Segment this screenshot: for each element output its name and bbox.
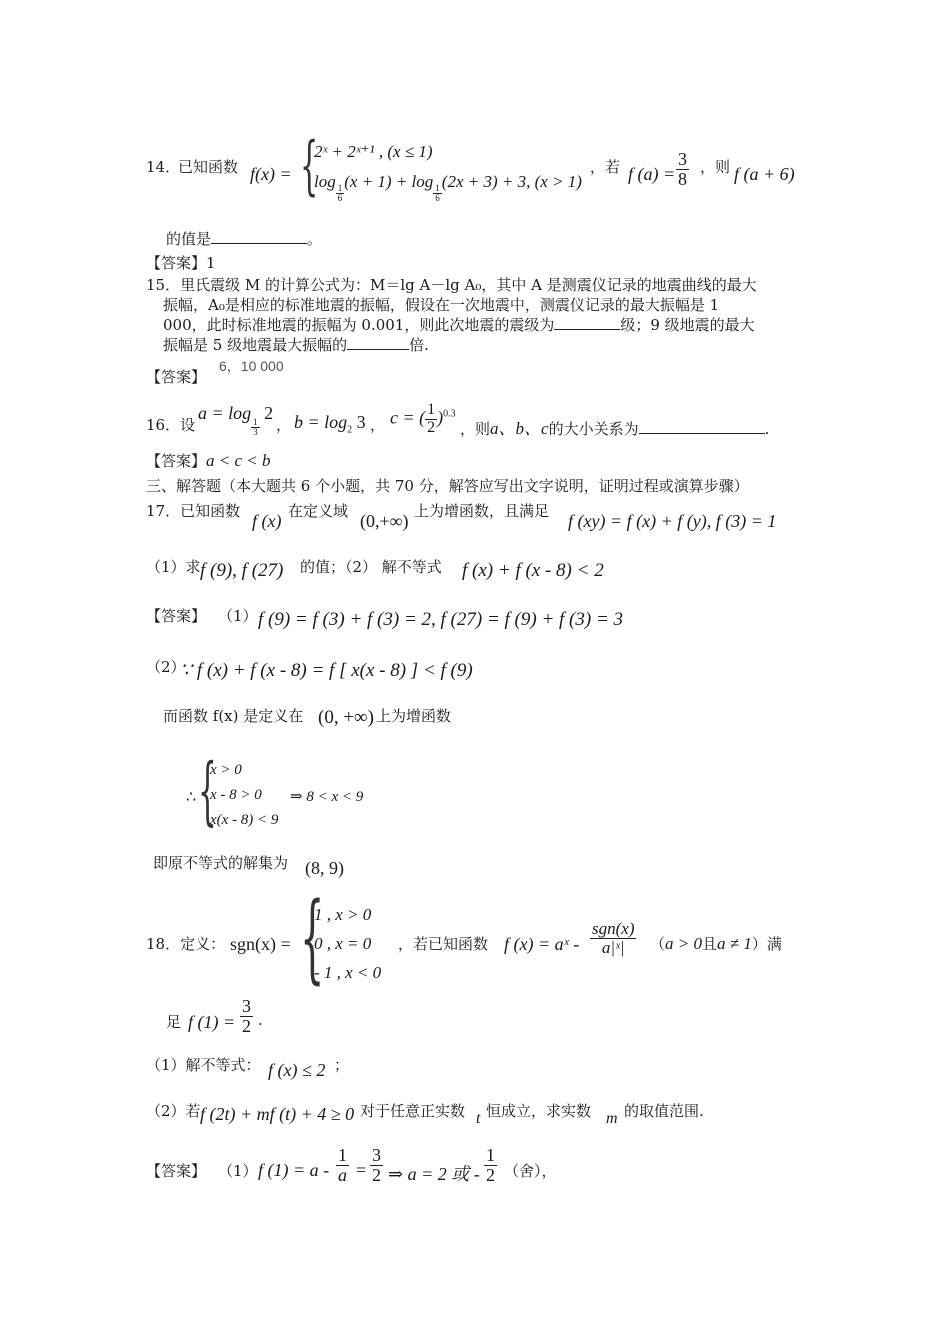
q17-therefore: ∴ — [186, 789, 197, 806]
q16-number: 16．设 — [146, 416, 196, 434]
q15-line4a: 振幅是 5 级地震最大振幅的 — [163, 336, 348, 354]
q14-blank — [211, 243, 307, 244]
q18-sgn: sgn(x) = — [230, 934, 291, 954]
q17-answer-label: 【答案】 — [146, 607, 207, 625]
q18-cond-b: a ≠ 1 — [717, 934, 752, 953]
q14-frac-den: 8 — [678, 168, 687, 189]
q16-a-base — [251, 418, 260, 438]
q15-answer-label: 【答案】 — [146, 368, 207, 386]
q16-c-close: ) — [437, 407, 444, 428]
q17-ans2-num: （2） — [146, 658, 186, 676]
q18-case1: 1 , x > 0 — [314, 905, 372, 924]
q17-ans1-expr: f (9) = f (3) + f (3) = 2, f (27) = f (9) + f (3) = 3 — [258, 609, 624, 630]
q15-line4 — [163, 334, 429, 355]
q17-domain: (0,+∞) — [360, 511, 409, 531]
q16-a-arg: 2 — [259, 403, 274, 423]
q16-answer-value: a < c < b — [206, 451, 271, 470]
q18-line2-den: 2 — [242, 1015, 251, 1036]
q18-ans-f3-num: 1 — [486, 1145, 495, 1165]
q18-ans-eq: = — [356, 1160, 367, 1180]
q18-p2-mid: 对于任意正实数 — [360, 1102, 466, 1120]
q17-ans2-expr: ∵ f (x) + f (x - 8) = f [ x(x - 8) ] < f (9) — [180, 660, 473, 681]
q18-line2-expr: f (1) = — [188, 1012, 236, 1032]
q18-p2-m: m — [606, 1110, 618, 1127]
q14-fa: f (a) = — [628, 164, 676, 184]
q18-ans-tail: （舍）， — [504, 1162, 557, 1180]
q17-implies: ⇒ 8 < x < 9 — [290, 789, 364, 805]
q18-answer-label: 【答案】 — [146, 1162, 207, 1180]
q15-line1: 15．里氏震级 M 的计算公式为：M＝lg A－lg A₀，其中 A 是测震仪记录的地震曲线的最大 — [146, 276, 757, 294]
q18-p1-expr: f (x) ≤ 2 — [268, 1060, 326, 1080]
q16-end: . — [764, 420, 770, 438]
q16-a-base-den: 3 — [253, 427, 258, 437]
q18-p2-end: 的取值范围. — [624, 1102, 704, 1120]
q16-a-base-num: 1 — [253, 416, 258, 427]
q18-cond-a: a > 0 — [665, 934, 702, 953]
q17-sys3: x(x - 8) < 9 — [210, 812, 279, 828]
q14-line2-end: 。 — [307, 230, 323, 248]
q18-ans-frac1 — [336, 1146, 349, 1185]
q17-p1-tail: 的值；（2） 解不等式 — [300, 558, 442, 576]
q15-line4b: 倍. — [409, 336, 429, 354]
q17-sol: (8, 9) — [305, 858, 344, 878]
q14-base-num-2: 1 — [435, 182, 440, 193]
section3-heading: 三、解答题（本大题共 6 个小题，共 70 分，解答应写出文字说明，证明过程或演算步骤） — [146, 477, 749, 495]
q18-p2: （2）若 — [146, 1102, 201, 1120]
q18-ans-f2-den: 2 — [372, 1164, 381, 1185]
q18-line2-frac — [240, 997, 253, 1036]
q14-brace: { — [300, 129, 319, 203]
q16-tail-text: ，则 — [460, 420, 491, 438]
q16-c-frac — [425, 402, 437, 437]
q15-blank-1 — [554, 329, 620, 330]
q15-blank-2 — [347, 349, 409, 350]
q18-ans-f1-den: a — [338, 1164, 347, 1185]
q14-fa6: f (a + 6) — [734, 164, 795, 184]
q14-lead: 已知函数 — [178, 158, 239, 176]
q14-case2-log: log — [314, 172, 336, 191]
q16-tail2: 的大小关系为 — [548, 420, 639, 438]
q18-ans-f3-den: 2 — [486, 1164, 495, 1185]
q15-line3a: 000，此时标准地震的振幅为 0.001，则此次地震的震级为 — [163, 316, 555, 334]
q18-p2-mid2: 恒成立，求实数 — [486, 1102, 592, 1120]
q14-case2 — [314, 172, 582, 203]
q17-inc-domain: (0, +∞) — [318, 707, 374, 728]
q18-ans-num: （1） — [218, 1162, 258, 1180]
q17-sys2: x - 8 > 0 — [210, 787, 262, 803]
q18-line2-num: 3 — [242, 996, 251, 1016]
q18-sgn-frac — [590, 920, 636, 957]
q14-case2-mid: (x + 1) + log — [344, 172, 434, 191]
q18-brace: { — [300, 882, 325, 994]
q14-mid: ，若 — [590, 158, 621, 176]
q14-case1: 2ˣ + 2ˣ⁺¹ , (x ≤ 1) — [314, 142, 433, 161]
q17-number: 17．已知函数 — [146, 502, 241, 520]
q16-c-expr: c = ( — [390, 407, 426, 428]
q15-line2: 振幅，A₀是相应的标准地震的振幅，假设在一次地震中，测震仪记录的最大振幅是 1 — [163, 296, 720, 314]
q18-p2-t: t — [476, 1110, 481, 1127]
q14-log-base-2 — [433, 184, 442, 204]
q17-ans1-num: （1） — [218, 607, 258, 625]
q15-answer-value: 6，10 000 — [219, 358, 284, 374]
q16-answer — [146, 450, 271, 471]
q14-fx: f(x) = — [250, 164, 292, 184]
q18-cond-close: ）满 — [751, 935, 782, 953]
q17-inc-tail: 上为增函数 — [376, 707, 452, 725]
q18-ans-frac2 — [370, 1146, 383, 1185]
q15-line3 — [163, 314, 755, 335]
q17-domain-text: 在定义域 — [288, 502, 349, 520]
q18-cond-open: （ — [650, 935, 666, 953]
q14-case2-end: (2x + 3) + 3, (x > 1) — [441, 172, 582, 191]
q16-c-num: 1 — [427, 401, 436, 418]
q14-frac — [676, 150, 689, 189]
q14-base-den: 6 — [337, 193, 343, 203]
q16-b-expr: b = log — [294, 412, 348, 432]
q17-system-brace: { — [198, 748, 217, 834]
q17-sys1: x > 0 — [210, 762, 242, 778]
q18-case3: - 1 , x < 0 — [314, 963, 382, 982]
q16-tail — [460, 414, 769, 439]
q17-p1: （1）求 — [146, 558, 201, 576]
q17-sol-text: 即原不等式的解集为 — [153, 854, 289, 872]
q18-number: 18．定义： — [146, 935, 226, 953]
q16-c-exp: 0.3 — [443, 408, 456, 420]
q15-line3b: 级；9 级地震的最大 — [620, 316, 755, 334]
q18-sgn-num: sgn(x) — [592, 919, 635, 938]
q16-answer-label: 【答案】 — [146, 452, 207, 470]
q17-inc: 上为增函数，且满足 — [414, 502, 550, 520]
q17-p2-expr: f (x) + f (x - 8) < 2 — [462, 560, 604, 581]
q17-cond: f (xy) = f (x) + f (y), f (3) = 1 — [568, 511, 777, 531]
q16-sep2: ， — [370, 416, 386, 434]
q18-line2-end: . — [258, 1011, 263, 1029]
q17-inc-text: 而函数 f(x) 是定义在 — [163, 707, 304, 725]
q18-ans-f2-num: 3 — [372, 1145, 381, 1165]
q18-fx: f (x) = aˣ - — [504, 934, 580, 954]
q18-p1: （1）解不等式： — [146, 1056, 261, 1074]
q14-answer-label: 【答案】 — [146, 254, 207, 272]
q14-answer — [146, 252, 216, 273]
q16-b-arg: 3 — [352, 412, 366, 432]
q14-answer-value: 1 — [206, 254, 216, 272]
q16-b-base: 2 — [347, 424, 353, 436]
q14-line2 — [166, 228, 322, 249]
q18-ans-expr1: f (1) = a - — [258, 1160, 330, 1180]
q18-sgn-den: a|ˣ| — [601, 937, 625, 957]
q16-c-den: 2 — [427, 418, 436, 436]
q16-a — [198, 403, 273, 437]
q18-p2-expr: f (2t) + mf (t) + 4 ≥ 0 — [200, 1104, 355, 1124]
q14-number: 14． — [146, 158, 181, 176]
q14-then: ，则 — [700, 158, 731, 176]
q14-frac-num: 3 — [678, 149, 687, 169]
q18-ans-frac3 — [484, 1146, 497, 1185]
q14-line2-text: 的值是 — [166, 230, 212, 248]
q18-cond-and: 且 — [702, 935, 718, 953]
q16-b — [294, 412, 366, 436]
q16-sep1: ， — [276, 416, 292, 434]
q16-blank — [639, 433, 765, 434]
q16-a-expr: a = log — [198, 403, 252, 423]
q18-ans-expr2: ⇒ a = 2 或 - — [388, 1164, 480, 1184]
q16-c — [390, 402, 456, 437]
q17-fx: f (x) — [252, 511, 282, 531]
q17-p1-expr: f (9), f (27) — [200, 560, 284, 581]
q14-base-den-2: 6 — [435, 193, 440, 203]
q18-case2: 0 , x = 0 — [314, 934, 372, 953]
q18-line2a: 足 — [166, 1013, 182, 1031]
q14-log-base-1 — [336, 184, 345, 204]
q16-vars: a、b、c — [490, 419, 549, 438]
q18-p1-end: ； — [334, 1056, 350, 1074]
q18-ans-f1-num: 1 — [338, 1145, 347, 1165]
q14-base-num: 1 — [337, 182, 343, 193]
q18-cond — [650, 933, 782, 954]
q18-mid: ，若已知函数 — [398, 935, 489, 953]
